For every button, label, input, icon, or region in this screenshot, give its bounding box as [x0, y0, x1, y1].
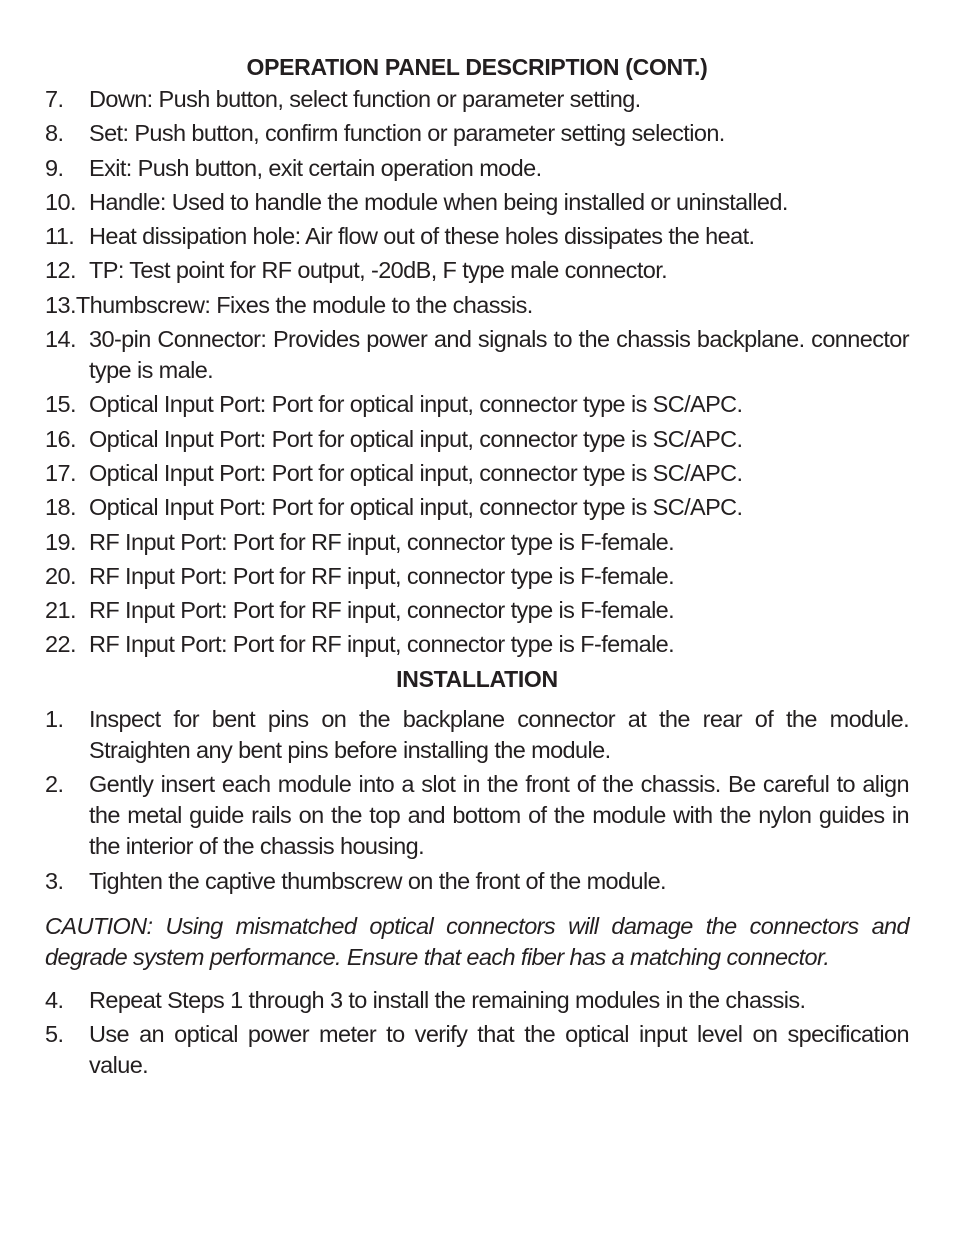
list-item — [45, 255, 909, 286]
list-item — [45, 561, 909, 592]
item-text: RF Input Port: Port for RF input, connector type is F-female. — [89, 562, 675, 589]
list-item — [45, 527, 909, 558]
item-text: 30-pin Connector: Provides power and signals to the chassis backplane. connector type is male. — [89, 326, 909, 384]
item-number: 14. — [45, 326, 76, 353]
step-number: 3. — [45, 867, 64, 894]
step-text: Gently insert each module into a slot in the front of the chassis. Be careful to align the metal guide rails on the top and bottom of the module with the nylon guides in the interior of the chassis housing. — [89, 771, 909, 860]
list-item — [45, 324, 909, 386]
installation-steps-continued-list — [45, 985, 909, 1082]
step-number: 4. — [45, 986, 64, 1013]
list-item — [45, 187, 909, 218]
step-text: Tighten the captive thumbscrew on the front of the module. — [89, 867, 666, 894]
item-number: 19. — [45, 528, 76, 555]
step-number: 2. — [45, 771, 64, 798]
item-number: 9. — [45, 154, 64, 181]
item-text: RF Input Port: Port for RF input, connector type is F-female. — [89, 528, 675, 555]
operation-panel-heading: OPERATION PANEL DESCRIPTION (CONT.) — [246, 54, 708, 80]
item-number: 8. — [45, 120, 64, 147]
item-text: Down: Push button, select function or parameter setting. — [89, 86, 641, 112]
installation-heading: INSTALLATION — [396, 665, 558, 692]
list-item — [45, 221, 909, 252]
item-text: RF Input Port: Port for RF input, connector type is F-female. — [89, 631, 675, 658]
item-number: 21. — [45, 597, 76, 624]
list-item — [45, 458, 909, 489]
item-number: 16. — [45, 425, 76, 452]
list-item — [45, 1019, 909, 1081]
item-number: 20. — [45, 562, 76, 589]
list-item — [45, 704, 909, 766]
item-text: RF Input Port: Port for RF input, connector type is F-female. — [89, 597, 675, 624]
item-number: 13. — [45, 291, 76, 318]
item-text: Exit: Push button, exit certain operation mode. — [89, 154, 542, 181]
item-number: 7. — [45, 86, 64, 112]
list-item — [45, 595, 909, 626]
list-item — [45, 866, 909, 897]
step-text: Repeat Steps 1 through 3 to install the remaining modules in the chassis. — [89, 986, 806, 1013]
item-text: TP: Test point for RF output, -20dB, F type male connector. — [89, 257, 668, 284]
item-number: 11. — [45, 223, 75, 250]
item-text: Set: Push button, confirm function or parameter setting selection. — [89, 120, 725, 147]
list-item — [45, 985, 909, 1016]
item-text: Optical Input Port: Port for optical input, connector type is SC/APC. — [89, 459, 743, 486]
item-text: Optical Input Port: Port for optical input, connector type is SC/APC. — [89, 391, 743, 418]
step-number: 1. — [45, 705, 64, 732]
item-number: 17. — [45, 459, 76, 486]
list-item — [45, 424, 909, 455]
item-text: Heat dissipation hole: Air flow out of these holes dissipates the heat. — [89, 223, 755, 250]
list-item — [45, 629, 909, 660]
operation-items-list — [45, 84, 909, 660]
item-text: Handle: Used to handle the module when being installed or uninstalled. — [89, 188, 788, 215]
item-number: 10. — [45, 188, 76, 215]
item-text: Optical Input Port: Port for optical input, connector type is SC/APC. — [89, 425, 743, 452]
list-item — [45, 118, 909, 149]
list-item — [45, 389, 909, 420]
step-text: Inspect for bent pins on the backplane connector at the rear of the module. Straighten any bent pins before installing the module. — [89, 705, 909, 763]
list-item — [45, 153, 909, 184]
step-number: 5. — [45, 1021, 64, 1048]
list-item — [45, 290, 909, 321]
caution-note: CAUTION: Using mismatched optical connectors will damage the connectors and degrade system performance. Ensure that each fiber has a matching connector. — [45, 912, 909, 970]
item-number: 18. — [45, 494, 76, 521]
item-text: Thumbscrew: Fixes the module to the chassis. — [75, 291, 533, 318]
item-number: 15. — [45, 391, 76, 418]
list-item — [45, 769, 909, 862]
item-number: 22. — [45, 631, 76, 658]
installation-steps-list — [45, 704, 909, 897]
item-text: Optical Input Port: Port for optical input, connector type is SC/APC. — [89, 494, 743, 521]
step-text: Use an optical power meter to verify that the optical input level on specification value. — [89, 1021, 909, 1079]
item-number: 12. — [45, 257, 76, 284]
list-item — [45, 84, 909, 115]
list-item — [45, 492, 909, 523]
